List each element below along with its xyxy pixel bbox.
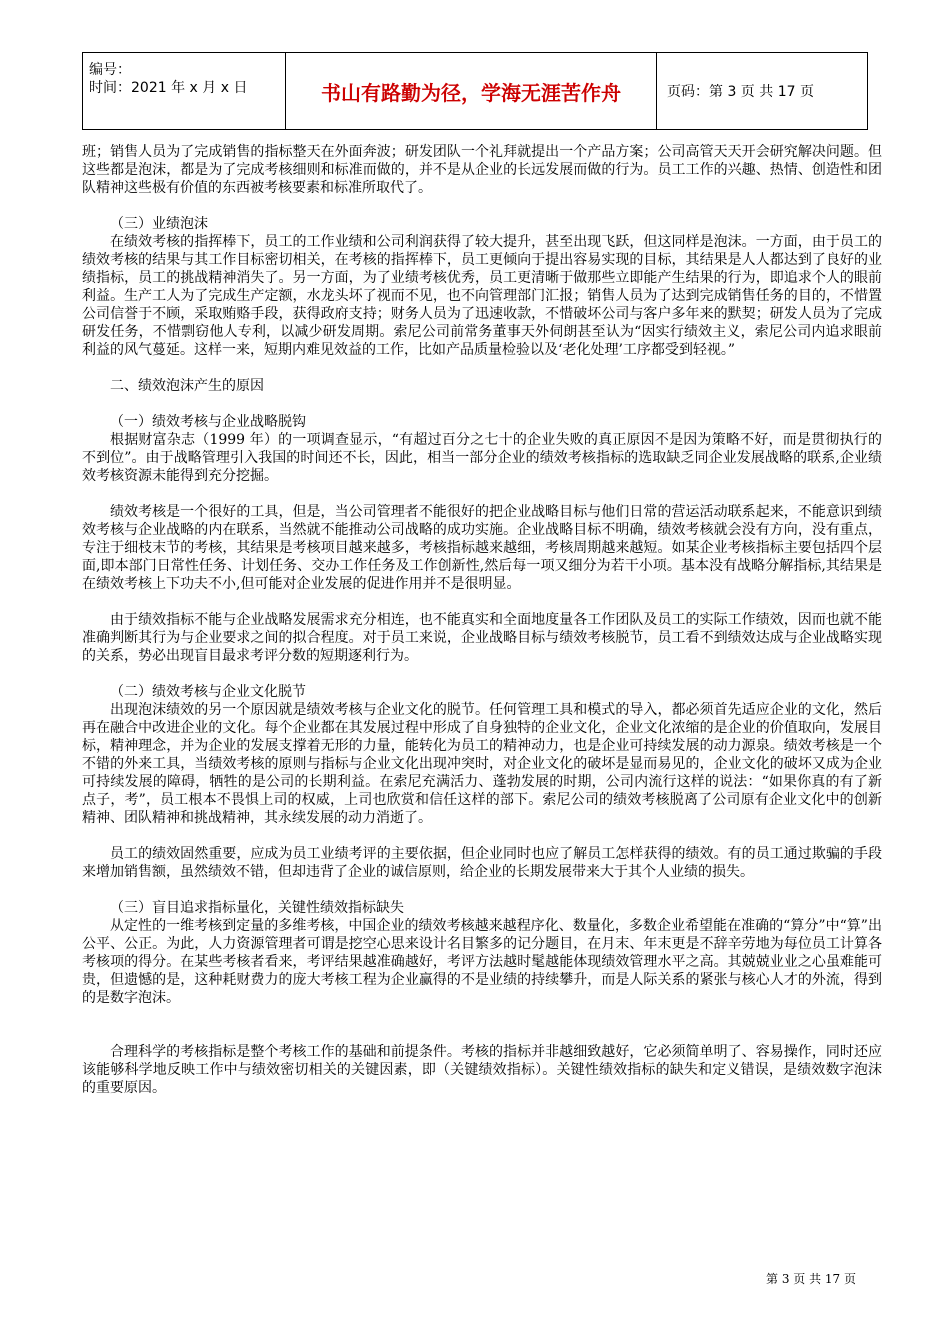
header-motto: 书山有路勤为径，学海无涯苦作舟 — [286, 53, 657, 129]
section-heading: （三）业绩泡沫 — [110, 216, 208, 232]
section-heading: （一）绩效考核与企业战略脱钩 — [110, 414, 306, 430]
paragraph: 在绩效考核的指挥棒下，员工的工作业绩和公司利润获得了较大提升，甚至出现飞跃，但这同样是泡沫。一方面，由于员工的绩效考核的结果与其工作目标密切相关，在考核的指挥棒下，员工更倾向于提出容易实现的目标，其结果是人人都达到了良好的业绩指标，员工的挑战精神消失了。另一方面，为了业绩考核优秀，员工更清晰于做那些立即能产生结果的行为，即追求个人的眼前利益。生产工人为了完成生产定额，水龙头坏了视而不见，也不向管理部门汇报；销售人员为了达到完成销售任务的目的，不惜置公司信誉于不顾，采取贿赂手段，获得政府支持；财务人员为了迅速收款，不惜破坏公司与客户多年来的默契；研发人员为了完成研发任务，不惜剽窃他人专利，以减少研发周期。索尼公司前常务董事天外伺朗甚至认为“因实行绩效主义，索尼公司内追求眼前利益的风气蔓延。这样一来，短期内难见效益的工作，比如产品质量检验以及‘老化处理’工序都受到轻视。” — [82, 234, 882, 358]
paragraph: 绩效考核是一个很好的工具，但是，当公司管理者不能很好的把企业战略目标与他们日常的营运活动联系起来，不能意识到绩效考核与企业战略的内在联系，当然就不能推动公司战略的成功实施。企业战略目标不明确，绩效考核就会没有方向，没有重点，专注于细枝末节的考核，其结果是考核项目越来越多，考核指标越来越细，考核周期越来越短。如某企业考核指标主要包括四个层面,即本部门日常性任务、计划任务、交办工作任务及工作创新性,然后每一项又细分为若干小项。基本没有战略分解指标,其结果是在绩效考核上下功夫不小,但可能对企业发展的促进作用并不是很明显。 — [82, 504, 882, 592]
header-meta — [83, 53, 286, 129]
section-heading: （二）绩效考核与企业文化脱节 — [110, 684, 306, 700]
paragraph: 出现泡沫绩效的另一个原因就是绩效考核与企业文化的脱节。任何管理工具和模式的导入，都必须首先适应企业的文化，然后再在融合中改进企业的文化。每个企业都在其发展过程中形成了自身独特的企业文化，企业文化浓缩的是企业的价值取向，发展目标，精神理念，并为企业的发展支撑着无形的力量，能转化为员工的精神动力，也是企业可持续发展的动力源泉。绩效考核是一个不错的外来工具，当绩效考核的原则与指标与企业文化出现冲突时，对企业文化的破坏是显而易见的，企业文化的破坏又成为企业可持续发展的障碍，牺牲的是公司的长期利益。在索尼充满活力、蓬勃发展的时期，公司内流行这样的说法：“如果你真的有了新点子，考”，员工根本不畏惧上司的权威，上司也欣赏和信任这样的部下。索尼公司的绩效考核脱离了公司原有企业文化中的创新精神、团队精神和挑战精神，其永续发展的动力消逝了。 — [82, 702, 882, 826]
paragraph: 从定性的一维考核到定量的多维考核，中国企业的绩效考核越来越程序化、数量化，多数企业希望能在准确的“算分”中“算”出公平、公正。为此，人力资源管理者可谓是挖空心思来设计名目繁多的记分题目，在月末、年末更是不辞辛劳地为每位员工计算各考核项的得分。在某些考核者看来，考评结果越准确越好，考评方法越时髦越能体现绩效管理水平之高。其兢兢业业之心虽难能可贵，但遗憾的是，这种耗财费力的庞大考核工程为企业赢得的不是业绩的持续攀升，而是人际关系的紧张与核心人才的外流，得到的是数字泡沫。 — [82, 918, 882, 1006]
paragraph: 合理科学的考核指标是整个考核工作的基础和前提条件。考核的指标并非越细致越好，它必须简单明了、容易操作，同时还应该能够科学地反映工作中与绩效密切相关的关键因素，即（关键绩效指标）。关键性绩效指标的缺失和定义错误，是绩效数字泡沫的重要原因。 — [82, 1044, 882, 1096]
page-footer-number: 第 3 页 共 17 页 — [766, 1272, 856, 1286]
paragraph: 员工的绩效固然重要，应成为员工业绩考评的主要依据，但企业同时也应了解员工怎样获得的绩效。有的员工通过欺骗的手段来增加销售额，虽然绩效不错，但却违背了企业的诚信原则，给企业的长期发展带来大于其个人业绩的损失。 — [82, 846, 882, 880]
chapter-heading: 二、绩效泡沫产生的原因 — [110, 378, 264, 394]
paragraph: 根据财富杂志（1999 年）的一项调查显示，“有超过百分之七十的企业失败的真正原因不是因为策略不好，而是贯彻执行的不到位”。由于战略管理引入我国的时间还不长，因此，相当一部分企业的绩效考核指标的选取缺乏同企业发展战略的联系,企业绩效考核资源未能得到充分挖掘。 — [82, 432, 882, 484]
document-date: 时间：2021 年 x 月 x 日 — [89, 80, 248, 96]
section-heading: （三）盲目追求指标量化，关键性绩效指标缺失 — [110, 900, 404, 916]
page-header — [82, 52, 868, 130]
document-code-label: 编号： — [89, 62, 131, 78]
header-page-number: 页码：第 3 页 共 17 页 — [667, 84, 814, 100]
document-body — [82, 143, 882, 1097]
paragraph: 班；销售人员为了完成销售的指标整天在外面奔波；研发团队一个礼拜就提出一个产品方案；公司高管天天开会研究解决问题。但这些都是泡沫，都是为了完成考核细则和标准而做的，并不是从企业的长远发展而做的行为。员工工作的兴趣、热情、创造性和团队精神这些极有价值的东西被考核要素和标准所取代了。 — [82, 144, 882, 196]
paragraph: 由于绩效指标不能与企业战略发展需求充分相连，也不能真实和全面地度量各工作团队及员工的实际工作绩效，因而也就不能准确判断其行为与企业要求之间的拟合程度。对于员工来说，企业战略目标与绩效考核脱节，员工看不到绩效达成与企业战略实现的关系，势必出现盲目最求考评分数的短期逐利行为。 — [82, 612, 882, 664]
